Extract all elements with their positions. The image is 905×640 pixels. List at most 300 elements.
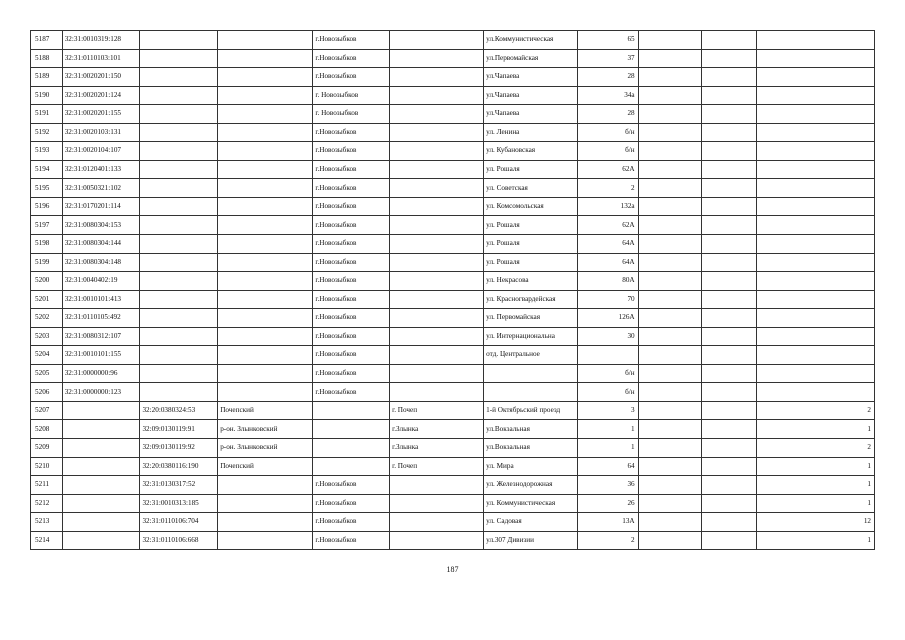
district-cell [218, 513, 313, 532]
row-number-cell: 5196 [31, 197, 63, 216]
empty-cell [702, 235, 757, 254]
table-row [31, 197, 875, 216]
cadastral-number-cell: 32:31:0110103:101 [62, 49, 140, 68]
street-cell: 1-й Октябрьский проезд [484, 401, 578, 420]
town-cell [390, 86, 484, 105]
table-row [31, 105, 875, 124]
empty-cell [702, 420, 757, 439]
empty-cell [702, 383, 757, 402]
cadastral-number-cell: 32:31:0010101:155 [62, 346, 140, 365]
empty-cell [638, 49, 701, 68]
house-number-cell: 62А [578, 160, 638, 179]
empty-cell [702, 216, 757, 235]
cadastral-number-alt-cell [140, 105, 218, 124]
cadastral-number-alt-cell [140, 216, 218, 235]
house-number-cell: 64А [578, 235, 638, 254]
district-cell [218, 290, 313, 309]
empty-cell [638, 31, 701, 50]
row-number-cell: 5191 [31, 105, 63, 124]
row-number-cell: 5200 [31, 272, 63, 291]
empty-cell [638, 476, 701, 495]
city-cell: г.Новозыбков [313, 272, 390, 291]
district-cell [218, 253, 313, 272]
house-number-cell: 64А [578, 253, 638, 272]
row-number-cell: 5190 [31, 86, 63, 105]
table-row [31, 346, 875, 365]
row-number-cell: 5192 [31, 123, 63, 142]
cadastral-number-cell: 32:31:0080312:107 [62, 327, 140, 346]
table-row [31, 383, 875, 402]
cadastral-number-cell: 32:31:0170201:114 [62, 197, 140, 216]
district-cell [218, 160, 313, 179]
cadastral-number-cell: 32:31:0010319:128 [62, 31, 140, 50]
cadastral-number-alt-cell: 32:31:0110106:704 [140, 513, 218, 532]
empty-cell [638, 531, 701, 550]
city-cell: г.Новозыбков [313, 123, 390, 142]
cadastral-number-alt-cell [140, 179, 218, 198]
city-cell: г. Новозыбков [313, 105, 390, 124]
town-cell [390, 346, 484, 365]
row-number-cell: 5204 [31, 346, 63, 365]
district-cell [218, 123, 313, 142]
count-cell [757, 179, 875, 198]
district-cell [218, 272, 313, 291]
city-cell: г.Новозыбков [313, 290, 390, 309]
house-number-cell: 62А [578, 216, 638, 235]
empty-cell [702, 290, 757, 309]
street-cell: ул.Коммунистическая [484, 31, 578, 50]
count-cell [757, 364, 875, 383]
row-number-cell: 5198 [31, 235, 63, 254]
town-cell [390, 179, 484, 198]
table-row [31, 364, 875, 383]
empty-cell [638, 105, 701, 124]
street-cell: ул. Коммунистическая [484, 494, 578, 513]
house-number-cell: 36 [578, 476, 638, 495]
count-cell [757, 142, 875, 161]
cadastral-number-alt-cell: 32:20:0380116:190 [140, 457, 218, 476]
empty-cell [702, 346, 757, 365]
cadastral-number-alt-cell [140, 364, 218, 383]
town-cell [390, 235, 484, 254]
district-cell: Почепский [218, 457, 313, 476]
row-number-cell: 5207 [31, 401, 63, 420]
table-row [31, 216, 875, 235]
house-number-cell: 30 [578, 327, 638, 346]
cadastral-number-alt-cell: 32:31:0110106:668 [140, 531, 218, 550]
city-cell: г.Новозыбков [313, 531, 390, 550]
cadastral-number-alt-cell [140, 197, 218, 216]
town-cell: г.Злынка [390, 420, 484, 439]
count-cell [757, 68, 875, 87]
cadastral-number-alt-cell: 32:09:0130119:91 [140, 420, 218, 439]
empty-cell [702, 272, 757, 291]
empty-cell [638, 364, 701, 383]
house-number-cell [578, 346, 638, 365]
row-number-cell: 5187 [31, 31, 63, 50]
row-number-cell: 5208 [31, 420, 63, 439]
cadastral-number-cell: 32:31:0080304:144 [62, 235, 140, 254]
city-cell: г.Новозыбков [313, 49, 390, 68]
cadastral-number-cell: 32:31:0080304:148 [62, 253, 140, 272]
empty-cell [702, 513, 757, 532]
house-number-cell: 126А [578, 309, 638, 328]
empty-cell [638, 439, 701, 458]
cadastral-number-cell [62, 531, 140, 550]
street-cell: ул. Первомайская [484, 309, 578, 328]
town-cell: г. Почеп [390, 457, 484, 476]
house-number-cell: б/н [578, 383, 638, 402]
house-number-cell: 132а [578, 197, 638, 216]
house-number-cell: 26 [578, 494, 638, 513]
row-number-cell: 5209 [31, 439, 63, 458]
street-cell [484, 364, 578, 383]
city-cell: г.Новозыбков [313, 383, 390, 402]
empty-cell [638, 309, 701, 328]
cadastral-number-alt-cell: 32:09:0130119:92 [140, 439, 218, 458]
row-number-cell: 5212 [31, 494, 63, 513]
count-cell: 1 [757, 420, 875, 439]
table-row [31, 290, 875, 309]
cadastral-number-cell: 32:31:0010101:413 [62, 290, 140, 309]
house-number-cell: 1 [578, 439, 638, 458]
district-cell [218, 364, 313, 383]
cadastral-number-cell: 32:31:0110105:492 [62, 309, 140, 328]
cadastral-number-alt-cell [140, 309, 218, 328]
table-row [31, 142, 875, 161]
town-cell [390, 476, 484, 495]
house-number-cell: 3 [578, 401, 638, 420]
empty-cell [638, 457, 701, 476]
empty-cell [702, 531, 757, 550]
district-cell [218, 216, 313, 235]
town-cell [390, 197, 484, 216]
house-number-cell: 34а [578, 86, 638, 105]
town-cell [390, 494, 484, 513]
town-cell: г.Злынка [390, 439, 484, 458]
district-cell [218, 68, 313, 87]
row-number-cell: 5214 [31, 531, 63, 550]
cadastral-number-alt-cell [140, 290, 218, 309]
town-cell [390, 327, 484, 346]
town-cell [390, 142, 484, 161]
count-cell [757, 31, 875, 50]
count-cell [757, 309, 875, 328]
empty-cell [702, 31, 757, 50]
empty-cell [702, 439, 757, 458]
empty-cell [638, 383, 701, 402]
count-cell: 2 [757, 401, 875, 420]
empty-cell [638, 179, 701, 198]
table-row [31, 439, 875, 458]
empty-cell [638, 290, 701, 309]
table-row [31, 309, 875, 328]
town-cell [390, 216, 484, 235]
cadastral-number-alt-cell: 32:20:0380324:53 [140, 401, 218, 420]
table-row [31, 327, 875, 346]
street-cell: ул.307 Дивизии [484, 531, 578, 550]
count-cell: 1 [757, 476, 875, 495]
cadastral-number-alt-cell [140, 86, 218, 105]
street-cell: ул. Комсомольская [484, 197, 578, 216]
house-number-cell: 28 [578, 68, 638, 87]
district-cell [218, 105, 313, 124]
house-number-cell: 13А [578, 513, 638, 532]
cadastral-number-cell: 32:31:0020201:155 [62, 105, 140, 124]
city-cell: г.Новозыбков [313, 197, 390, 216]
row-number-cell: 5195 [31, 179, 63, 198]
town-cell: г. Почеп [390, 401, 484, 420]
empty-cell [702, 401, 757, 420]
count-cell [757, 86, 875, 105]
city-cell [313, 457, 390, 476]
town-cell [390, 364, 484, 383]
district-cell [218, 494, 313, 513]
row-number-cell: 5199 [31, 253, 63, 272]
city-cell [313, 420, 390, 439]
district-cell [218, 179, 313, 198]
count-cell [757, 160, 875, 179]
cadastral-number-alt-cell: 32:31:0010313:185 [140, 494, 218, 513]
count-cell: 12 [757, 513, 875, 532]
house-number-cell: 64 [578, 457, 638, 476]
count-cell [757, 235, 875, 254]
cadastral-number-cell [62, 439, 140, 458]
street-cell: ул. Садовая [484, 513, 578, 532]
empty-cell [638, 123, 701, 142]
empty-cell [702, 49, 757, 68]
house-number-cell: 28 [578, 105, 638, 124]
city-cell [313, 439, 390, 458]
cadastral-number-alt-cell: 32:31:0130317:52 [140, 476, 218, 495]
empty-cell [702, 160, 757, 179]
table-row [31, 253, 875, 272]
count-cell [757, 105, 875, 124]
street-cell: ул. Рошаля [484, 235, 578, 254]
row-number-cell: 5201 [31, 290, 63, 309]
town-cell [390, 105, 484, 124]
cadastral-number-alt-cell [140, 160, 218, 179]
cadastral-number-alt-cell [140, 123, 218, 142]
empty-cell [638, 272, 701, 291]
table-row [31, 68, 875, 87]
street-cell: ул. Кубановская [484, 142, 578, 161]
cadastral-number-alt-cell [140, 253, 218, 272]
district-cell [218, 197, 313, 216]
city-cell: г.Новозыбков [313, 309, 390, 328]
city-cell: г.Новозыбков [313, 68, 390, 87]
cadastral-number-alt-cell [140, 142, 218, 161]
district-cell [218, 309, 313, 328]
empty-cell [638, 401, 701, 420]
empty-cell [638, 494, 701, 513]
cadastral-number-alt-cell [140, 327, 218, 346]
city-cell: г.Новозыбков [313, 142, 390, 161]
table-row [31, 494, 875, 513]
city-cell: г.Новозыбков [313, 364, 390, 383]
count-cell [757, 253, 875, 272]
row-number-cell: 5205 [31, 364, 63, 383]
count-cell [757, 216, 875, 235]
city-cell: г.Новозыбков [313, 253, 390, 272]
street-cell [484, 383, 578, 402]
count-cell [757, 197, 875, 216]
count-cell [757, 272, 875, 291]
town-cell [390, 123, 484, 142]
empty-cell [702, 309, 757, 328]
empty-cell [638, 216, 701, 235]
district-cell [218, 383, 313, 402]
row-number-cell: 5188 [31, 49, 63, 68]
town-cell [390, 309, 484, 328]
district-cell [218, 86, 313, 105]
city-cell: г.Новозыбков [313, 476, 390, 495]
street-cell: ул. Рошаля [484, 160, 578, 179]
cadastral-number-cell [62, 401, 140, 420]
city-cell: г.Новозыбков [313, 513, 390, 532]
district-cell [218, 327, 313, 346]
table-row [31, 49, 875, 68]
empty-cell [702, 68, 757, 87]
house-number-cell: 2 [578, 179, 638, 198]
cadastral-number-cell [62, 457, 140, 476]
street-cell: ул. Советская [484, 179, 578, 198]
town-cell [390, 68, 484, 87]
table-row [31, 420, 875, 439]
empty-cell [638, 68, 701, 87]
empty-cell [638, 327, 701, 346]
cadastral-number-alt-cell [140, 31, 218, 50]
table-row [31, 272, 875, 291]
registry-sheet [30, 30, 875, 550]
city-cell: г.Новозыбков [313, 216, 390, 235]
empty-cell [638, 420, 701, 439]
cadastral-number-cell [62, 494, 140, 513]
city-cell: г.Новозыбков [313, 179, 390, 198]
town-cell [390, 253, 484, 272]
row-number-cell: 5206 [31, 383, 63, 402]
city-cell [313, 401, 390, 420]
street-cell: ул.Первомайская [484, 49, 578, 68]
empty-cell [638, 513, 701, 532]
empty-cell [702, 494, 757, 513]
row-number-cell: 5194 [31, 160, 63, 179]
empty-cell [702, 327, 757, 346]
empty-cell [702, 179, 757, 198]
city-cell: г. Новозыбков [313, 86, 390, 105]
district-cell [218, 531, 313, 550]
district-cell [218, 49, 313, 68]
count-cell [757, 383, 875, 402]
city-cell: г.Новозыбков [313, 31, 390, 50]
cadastral-number-cell: 32:31:0020201:124 [62, 86, 140, 105]
town-cell [390, 513, 484, 532]
table-row [31, 457, 875, 476]
cadastral-number-cell [62, 420, 140, 439]
page-number: 187 [446, 565, 459, 574]
cadastral-number-cell: 32:31:0020104:107 [62, 142, 140, 161]
district-cell [218, 235, 313, 254]
town-cell [390, 160, 484, 179]
count-cell: 2 [757, 439, 875, 458]
street-cell: ул. Красногвардейская [484, 290, 578, 309]
town-cell [390, 383, 484, 402]
row-number-cell: 5211 [31, 476, 63, 495]
row-number-cell: 5197 [31, 216, 63, 235]
count-cell: 1 [757, 494, 875, 513]
table-row [31, 123, 875, 142]
street-cell: отд. Центральное [484, 346, 578, 365]
row-number-cell: 5210 [31, 457, 63, 476]
table-row [31, 401, 875, 420]
district-cell: р-он. Злынковский [218, 420, 313, 439]
empty-cell [638, 197, 701, 216]
house-number-cell: 65 [578, 31, 638, 50]
empty-cell [702, 197, 757, 216]
empty-cell [702, 476, 757, 495]
district-cell [218, 31, 313, 50]
street-cell: ул. Ленина [484, 123, 578, 142]
district-cell [218, 346, 313, 365]
city-cell: г.Новозыбков [313, 160, 390, 179]
empty-cell [702, 364, 757, 383]
cadastral-number-cell: 32:31:0020201:150 [62, 68, 140, 87]
city-cell: г.Новозыбков [313, 346, 390, 365]
street-cell: ул.Вокзальная [484, 420, 578, 439]
empty-cell [702, 105, 757, 124]
empty-cell [638, 142, 701, 161]
house-number-cell: б/н [578, 123, 638, 142]
table-row [31, 235, 875, 254]
cadastral-number-cell: 32:31:0000000:123 [62, 383, 140, 402]
cadastral-number-cell: 32:31:0000000:96 [62, 364, 140, 383]
cadastral-number-alt-cell [140, 49, 218, 68]
cadastral-number-cell: 32:31:0050321:102 [62, 179, 140, 198]
street-cell: ул. Рошаля [484, 253, 578, 272]
row-number-cell: 5193 [31, 142, 63, 161]
street-cell: ул.Чапаева [484, 68, 578, 87]
empty-cell [702, 86, 757, 105]
row-number-cell: 5213 [31, 513, 63, 532]
street-cell: ул. Некрасова [484, 272, 578, 291]
empty-cell [702, 253, 757, 272]
empty-cell [702, 457, 757, 476]
cadastral-number-cell: 32:31:0120401:133 [62, 160, 140, 179]
city-cell: г.Новозыбков [313, 327, 390, 346]
district-cell: р-он. Злынковский [218, 439, 313, 458]
cadastral-number-alt-cell [140, 346, 218, 365]
house-number-cell: 70 [578, 290, 638, 309]
table-row [31, 160, 875, 179]
empty-cell [638, 235, 701, 254]
town-cell [390, 49, 484, 68]
table-row [31, 476, 875, 495]
property-registry-table [30, 30, 875, 550]
empty-cell [638, 253, 701, 272]
count-cell [757, 290, 875, 309]
table-row [31, 513, 875, 532]
table-row [31, 86, 875, 105]
cadastral-number-alt-cell [140, 235, 218, 254]
empty-cell [638, 346, 701, 365]
cadastral-number-alt-cell [140, 272, 218, 291]
empty-cell [702, 142, 757, 161]
house-number-cell: б/н [578, 364, 638, 383]
count-cell [757, 327, 875, 346]
street-cell: ул. Железнодорожная [484, 476, 578, 495]
cadastral-number-cell [62, 476, 140, 495]
count-cell: 1 [757, 457, 875, 476]
